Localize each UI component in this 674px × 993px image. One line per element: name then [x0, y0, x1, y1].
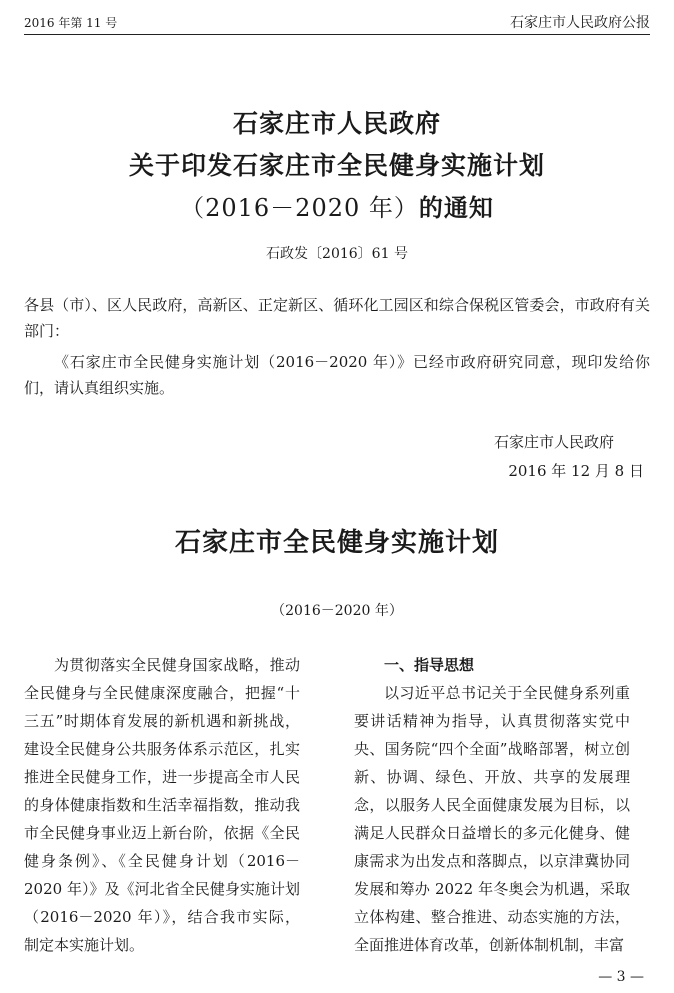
issue-number: 2016 年第 11 号: [24, 16, 118, 30]
notice-title-line1: 石家庄市人民政府: [232, 109, 441, 138]
publication-name: 石家庄市人民政府公报: [510, 15, 650, 31]
notice-title-suffix: 的通知: [418, 193, 494, 222]
section-body: 以习近平总书记关于全民健身系列重要讲话精神为指导，认真贯彻落实党中央、国务院“四个全面”战略部署，树立创新、协调、绿色、开放、共享的发展理念，以服务人民全面健康发展为目标，以满足人民群众日益增长的多元化健身、健康需求为出发点和落脚点，以京津冀协同发展和筹办 2022 年冬奥会为机遇，采取立体构建、整合推进、动态实施的方法，全面推进体育改革，创新体制机制，丰富: [354, 684, 630, 954]
notice-title-line3: [0, 188, 674, 223]
notice-title-years: （2016－2020 年）: [180, 194, 419, 222]
document-number: 石政发〔2016〕61 号: [266, 246, 408, 262]
page-number: — 3 —: [598, 969, 644, 985]
issuer-signature: 石家庄市人民政府: [493, 433, 614, 451]
recipients-paragraph: 各县（市）、区人民政府，高新区、正定新区、循环化工园区和综合保税区管委会，市政府有关部门：: [24, 296, 650, 340]
plan-intro-paragraph: 为贯彻落实全民健身国家战略，推动全民健身与全民健康深度融合，把握“十三五”时期体育发展的新机遇和新挑战，建设全民健身公共服务体系示范区，扎实推进全民健身工作，进一步提高全市人民的身体健康指数和生活幸福指数，推动我市全民健身事业迈上新台阶，依据《全民健身条例》、《全民健身计划（2016－2020 年）》及《河北省全民健身实施计划（2016－2020 年）》，结合我市实际，制定本实施计划。: [24, 656, 300, 954]
plan-subtitle: （2016－2020 年）: [271, 603, 403, 619]
header-rule: [24, 34, 650, 35]
notice-title-line2: 关于印发石家庄市全民健身实施计划: [128, 151, 545, 180]
running-header: [24, 10, 650, 32]
plan-title: 石家庄市全民健身实施计划: [174, 528, 499, 558]
notice-body-paragraph: 《石家庄市全民健身实施计划（2016－2020 年）》已经市政府研究同意，现印发给你们，请认真组织实施。: [24, 353, 650, 397]
issue-date: 2016 年 12 月 8 日: [508, 462, 644, 480]
section-guiding-ideology: [354, 651, 630, 959]
section-heading: 一、指导思想: [384, 656, 475, 674]
